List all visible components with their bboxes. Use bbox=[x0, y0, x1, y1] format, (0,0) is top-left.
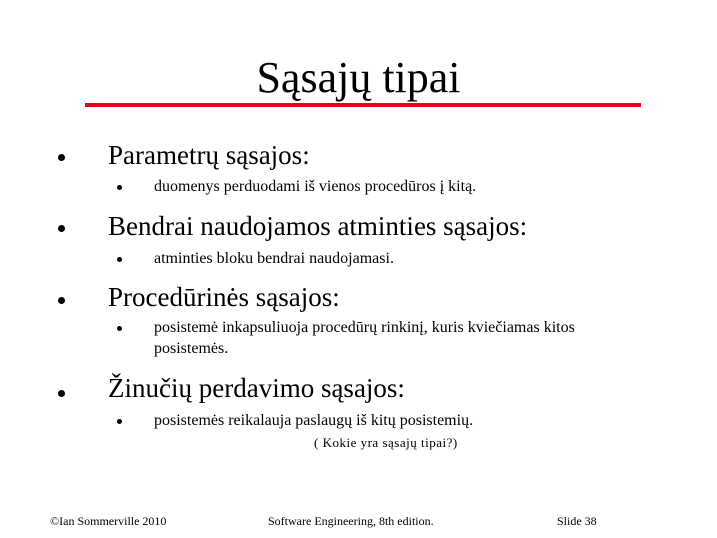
question-note: ( Kokie yra sąsajų tipai?) bbox=[314, 435, 458, 450]
sub-bullet-icon bbox=[117, 410, 122, 430]
footer-slide-number: Slide 38 bbox=[557, 514, 597, 528]
list-item-detail: duomenys perduodami iš vienos procedūros į kitą. bbox=[154, 178, 477, 195]
list-item-detail: posistemės reikalauja paslaugų iš kitų posistemių. bbox=[154, 412, 474, 429]
list-item-label: Bendrai naudojamos atminties sąsajos: bbox=[108, 211, 528, 241]
bullet-icon bbox=[58, 290, 72, 310]
list-item-label: Žinučių perdavimo sąsajos: bbox=[108, 373, 405, 403]
footer-copyright: ©Ian Sommerville 2010 bbox=[50, 514, 167, 528]
list-item-label: Procedūrinės sąsajos: bbox=[108, 282, 340, 312]
bullet-icon bbox=[58, 218, 72, 238]
title-underline bbox=[85, 103, 641, 107]
bullet-icon bbox=[58, 383, 72, 403]
sub-bullet-icon bbox=[117, 248, 122, 268]
sub-bullet-icon bbox=[117, 317, 122, 337]
list-item-label: Parametrų sąsajos: bbox=[108, 140, 310, 170]
slide-title: Sąsajų tipai bbox=[256, 53, 461, 102]
footer-book: Software Engineering, 8th edition. bbox=[268, 514, 434, 528]
list-item-detail: atminties bloku bendrai naudojamasi. bbox=[154, 250, 394, 267]
sub-bullet-icon bbox=[117, 176, 122, 196]
bullet-icon bbox=[58, 147, 72, 167]
list-item-detail: posistemė inkapsuliuoja procedūrų rinkinį, kuris kviečiamas kitos posistemės. bbox=[154, 319, 575, 357]
